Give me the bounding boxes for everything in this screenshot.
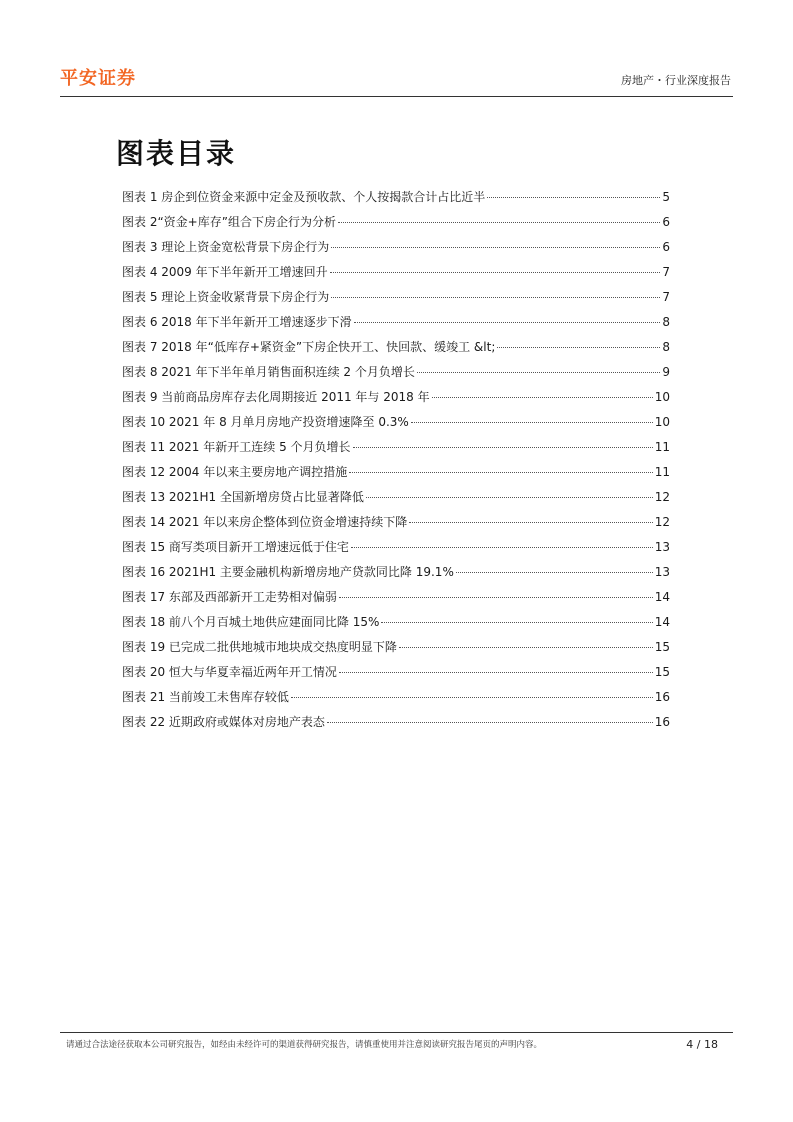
toc-dot-leader bbox=[497, 347, 660, 348]
footer-divider bbox=[60, 1032, 733, 1033]
toc-entry[interactable] bbox=[122, 513, 670, 538]
toc-entry[interactable] bbox=[122, 263, 670, 288]
toc-entry-page[interactable]: 8 bbox=[662, 340, 670, 354]
toc-entry-page[interactable]: 6 bbox=[662, 240, 670, 254]
toc-entry[interactable] bbox=[122, 188, 670, 213]
toc-entry-page[interactable]: 5 bbox=[662, 190, 670, 204]
toc-entry-page[interactable]: 14 bbox=[654, 590, 670, 604]
toc-entry-label[interactable]: 图表 1 房企到位资金来源中定金及预收款、个人按揭款合计占比近半 bbox=[122, 190, 486, 204]
toc-entry[interactable] bbox=[122, 288, 670, 313]
toc-dot-leader bbox=[354, 322, 661, 323]
toc-entry[interactable] bbox=[122, 713, 670, 738]
toc-entry-label[interactable]: 图表 15 商写类项目新开工增速远低于住宅 bbox=[122, 540, 349, 554]
toc-entry[interactable] bbox=[122, 638, 670, 663]
header-divider bbox=[60, 96, 733, 97]
toc-entry-page[interactable]: 12 bbox=[654, 515, 670, 529]
toc-entry-page[interactable]: 8 bbox=[662, 315, 670, 329]
footer-disclaimer: 请通过合法途径获取本公司研究报告，如经由未经许可的渠道获得研究报告，请慎重使用并注意阅读研究报告尾页的声明内容。 bbox=[66, 1040, 543, 1050]
toc-entry-label[interactable]: 图表 20 恒大与华夏幸福近两年开工情况 bbox=[122, 665, 337, 679]
toc-entry-page[interactable]: 16 bbox=[654, 715, 670, 729]
toc-dot-leader bbox=[456, 572, 653, 573]
report-type-label: 房地产・行业深度报告 bbox=[621, 74, 731, 87]
toc-dot-leader bbox=[399, 647, 653, 648]
toc-dot-leader bbox=[327, 722, 653, 723]
toc-entry-label[interactable]: 图表 3 理论上资金宽松背景下房企行为 bbox=[122, 240, 330, 254]
toc-entry-page[interactable]: 10 bbox=[654, 415, 670, 429]
toc-entry[interactable] bbox=[122, 663, 670, 688]
toc-entry-page[interactable]: 13 bbox=[654, 540, 670, 554]
toc-entry[interactable] bbox=[122, 388, 670, 413]
toc-dot-leader bbox=[339, 597, 653, 598]
toc-entry[interactable] bbox=[122, 588, 670, 613]
toc-entry-page[interactable]: 15 bbox=[654, 665, 670, 679]
toc-entry-label[interactable]: 图表 14 2021 年以来房企整体到位资金增速持续下降 bbox=[122, 515, 408, 529]
toc-dot-leader bbox=[381, 622, 652, 623]
toc-entry-label[interactable]: 图表 6 2018 年下半年新开工增速逐步下滑 bbox=[122, 315, 352, 329]
toc-entry-label[interactable]: 图表 19 已完成二批供地城市地块成交热度明显下降 bbox=[122, 640, 397, 654]
toc-entry-label[interactable]: 图表 12 2004 年以来主要房地产调控措施 bbox=[122, 465, 348, 479]
toc-entry-label[interactable]: 图表 17 东部及西部新开工走势相对偏弱 bbox=[122, 590, 337, 604]
toc-entry-label[interactable]: 图表 16 2021H1 主要金融机构新增房地产贷款同比降 19.1% bbox=[122, 565, 454, 579]
toc-dot-leader bbox=[417, 372, 660, 373]
toc-dot-leader bbox=[366, 497, 653, 498]
toc-entry-label[interactable]: 图表 2“资金+库存”组合下房企行为分析 bbox=[122, 215, 336, 229]
toc-entry-page[interactable]: 16 bbox=[654, 690, 670, 704]
toc-entry-label[interactable]: 图表 11 2021 年新开工连续 5 个月负增长 bbox=[122, 440, 351, 454]
toc-entry[interactable] bbox=[122, 338, 670, 363]
toc-entry-label[interactable]: 图表 5 理论上资金收紧背景下房企行为 bbox=[122, 290, 330, 304]
toc-dot-leader bbox=[291, 697, 653, 698]
toc-entry-label[interactable]: 图表 18 前八个月百城土地供应建面同比降 15% bbox=[122, 615, 380, 629]
toc-entry[interactable] bbox=[122, 538, 670, 563]
toc-entry[interactable] bbox=[122, 563, 670, 588]
toc-entry-page[interactable]: 11 bbox=[654, 440, 670, 454]
company-logo: 平安证券 bbox=[60, 68, 136, 89]
toc-entry-page[interactable]: 12 bbox=[654, 490, 670, 504]
toc-entry-page[interactable]: 15 bbox=[654, 640, 670, 654]
toc-dot-leader bbox=[351, 547, 653, 548]
toc-entry-label[interactable]: 图表 10 2021 年 8 月单月房地产投资增速降至 0.3% bbox=[122, 415, 409, 429]
toc-entry[interactable] bbox=[122, 363, 670, 388]
toc-entry-label[interactable]: 图表 21 当前竣工未售库存较低 bbox=[122, 690, 289, 704]
toc-entry-page[interactable]: 13 bbox=[654, 565, 670, 579]
toc-entry[interactable] bbox=[122, 213, 670, 238]
toc-entry-label[interactable]: 图表 13 2021H1 全国新增房贷占比显著降低 bbox=[122, 490, 364, 504]
toc-dot-leader bbox=[411, 422, 653, 423]
toc-entry-label[interactable]: 图表 4 2009 年下半年新开工增速回升 bbox=[122, 265, 328, 279]
toc-entry-label[interactable]: 图表 8 2021 年下半年单月销售面积连续 2 个月负增长 bbox=[122, 365, 415, 379]
table-of-figures bbox=[122, 188, 670, 738]
toc-entry-label[interactable]: 图表 22 近期政府或媒体对房地产表态 bbox=[122, 715, 325, 729]
toc-dot-leader bbox=[339, 672, 653, 673]
toc-dot-leader bbox=[353, 447, 653, 448]
toc-entry-page[interactable]: 11 bbox=[654, 465, 670, 479]
toc-dot-leader bbox=[330, 272, 661, 273]
toc-entry-label[interactable]: 图表 9 当前商品房库存去化周期接近 2011 年与 2018 年 bbox=[122, 390, 430, 404]
toc-dot-leader bbox=[409, 522, 652, 523]
toc-entry-page[interactable]: 10 bbox=[654, 390, 670, 404]
toc-entry-page[interactable]: 6 bbox=[662, 215, 670, 229]
toc-entry-page[interactable]: 7 bbox=[662, 290, 670, 304]
toc-dot-leader bbox=[349, 472, 652, 473]
toc-entry[interactable] bbox=[122, 438, 670, 463]
toc-entry[interactable] bbox=[122, 488, 670, 513]
toc-entry-page[interactable]: 9 bbox=[662, 365, 670, 379]
toc-entry-label[interactable]: 图表 7 2018 年“低库存+紧资金”下房企快开工、快回款、缓竣工 &lt; bbox=[122, 340, 496, 354]
toc-entry[interactable] bbox=[122, 613, 670, 638]
toc-entry-page[interactable]: 7 bbox=[662, 265, 670, 279]
toc-dot-leader bbox=[331, 247, 660, 248]
toc-entry-page[interactable]: 14 bbox=[654, 615, 670, 629]
toc-entry[interactable] bbox=[122, 413, 670, 438]
toc-entry[interactable] bbox=[122, 238, 670, 263]
toc-entry[interactable] bbox=[122, 463, 670, 488]
toc-dot-leader bbox=[487, 197, 660, 198]
page-title: 图表目录 bbox=[116, 137, 237, 170]
toc-dot-leader bbox=[331, 297, 660, 298]
toc-dot-leader bbox=[338, 222, 660, 223]
page-number: 4 / 18 bbox=[686, 1038, 718, 1051]
toc-entry[interactable] bbox=[122, 688, 670, 713]
toc-dot-leader bbox=[432, 397, 653, 398]
toc-entry[interactable] bbox=[122, 313, 670, 338]
